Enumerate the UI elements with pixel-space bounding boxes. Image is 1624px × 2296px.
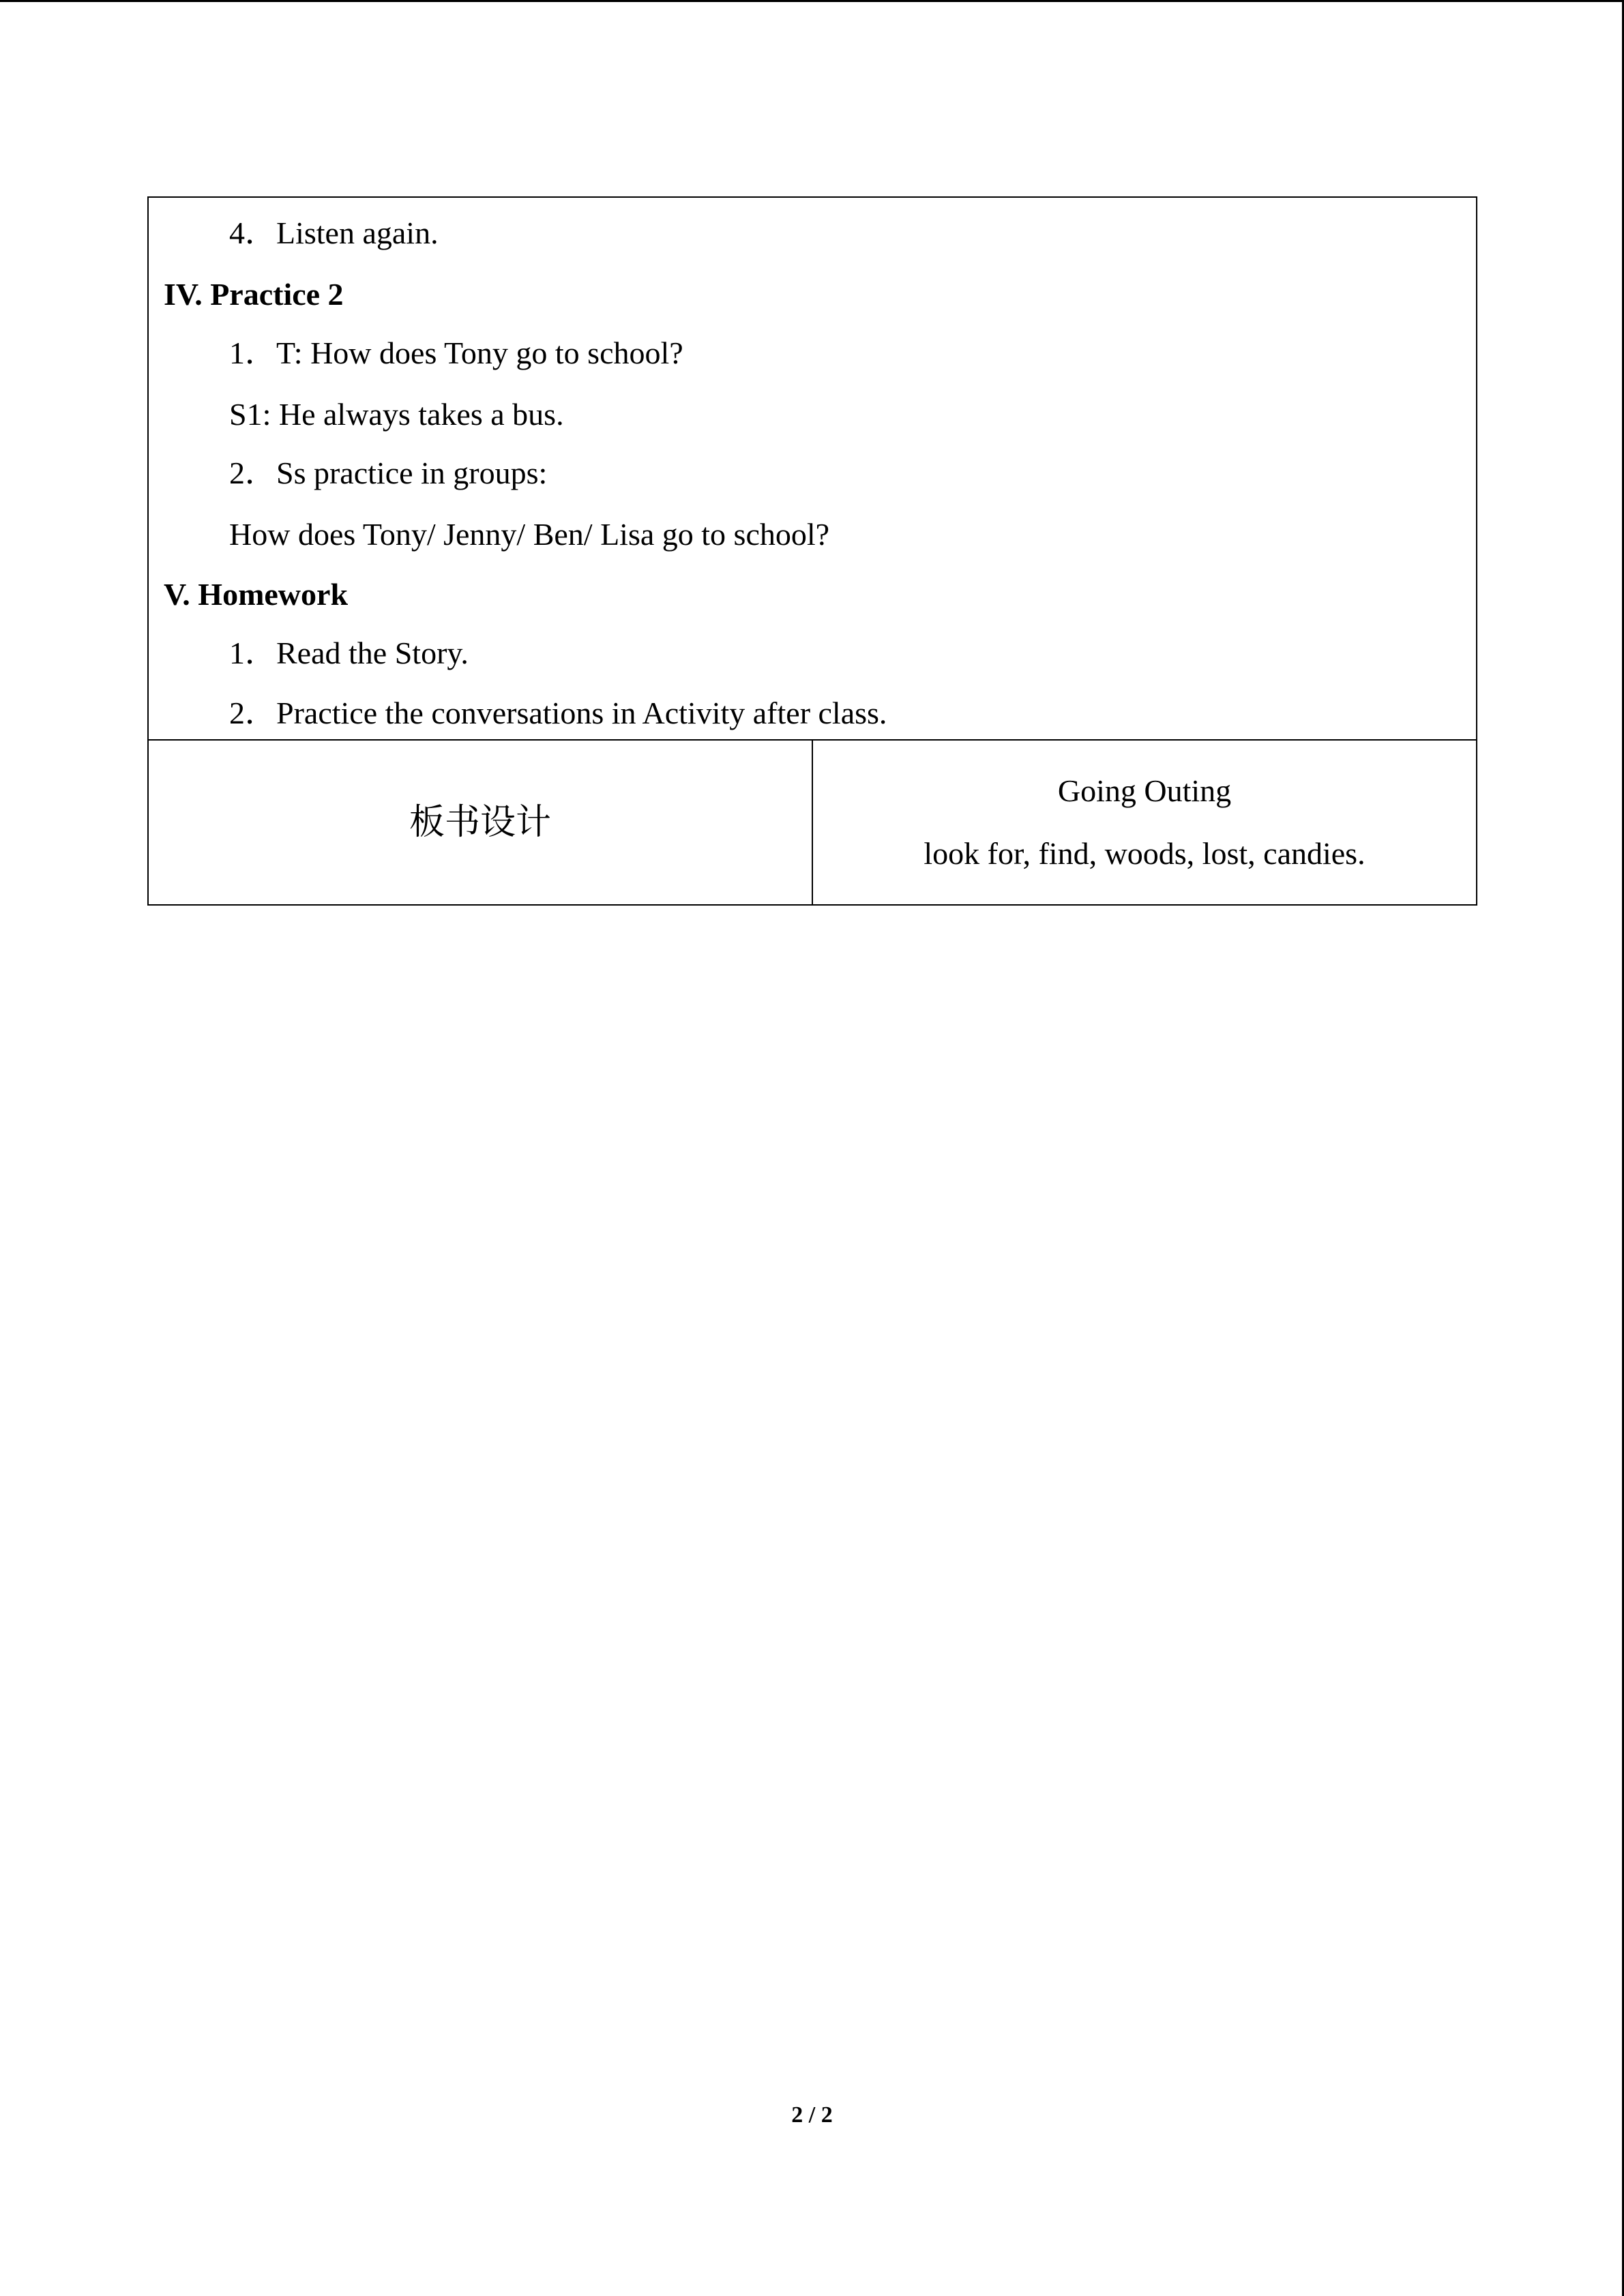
step-group-question: How does Tony/ Jenny/ Ben/ Lisa go to school? — [229, 517, 830, 552]
procedure-row — [148, 197, 1477, 740]
board-design-label: 板书设计 — [409, 802, 551, 843]
step-teacher-question: 1．T: How does Tony go to school? — [229, 336, 683, 370]
board-design-content-cell — [812, 740, 1477, 905]
board-design-title: Going Outing — [1057, 773, 1232, 808]
step-listen-again: 4．Listen again. — [229, 215, 439, 250]
page-number: 2 / 2 — [791, 2102, 833, 2128]
page-border-top — [0, 0, 1624, 2]
homework-practice-conversations: 2．Practice the conversations in Activity after class. — [229, 696, 887, 730]
step-student-answer: S1: He always takes a bus. — [229, 397, 564, 432]
section-heading-practice-2: IV. Practice 2 — [164, 277, 344, 312]
step-group-practice: 2．Ss practice in groups: — [229, 456, 548, 490]
procedure-cell — [148, 197, 1477, 740]
homework-read-story: 1．Read the Story. — [229, 636, 469, 670]
section-heading-homework: V. Homework — [164, 577, 349, 612]
board-design-words: look for, find, woods, lost, candies. — [924, 836, 1365, 871]
board-design-row — [148, 740, 1477, 905]
lesson-plan-table — [147, 196, 1477, 906]
board-design-label-cell — [148, 740, 812, 905]
